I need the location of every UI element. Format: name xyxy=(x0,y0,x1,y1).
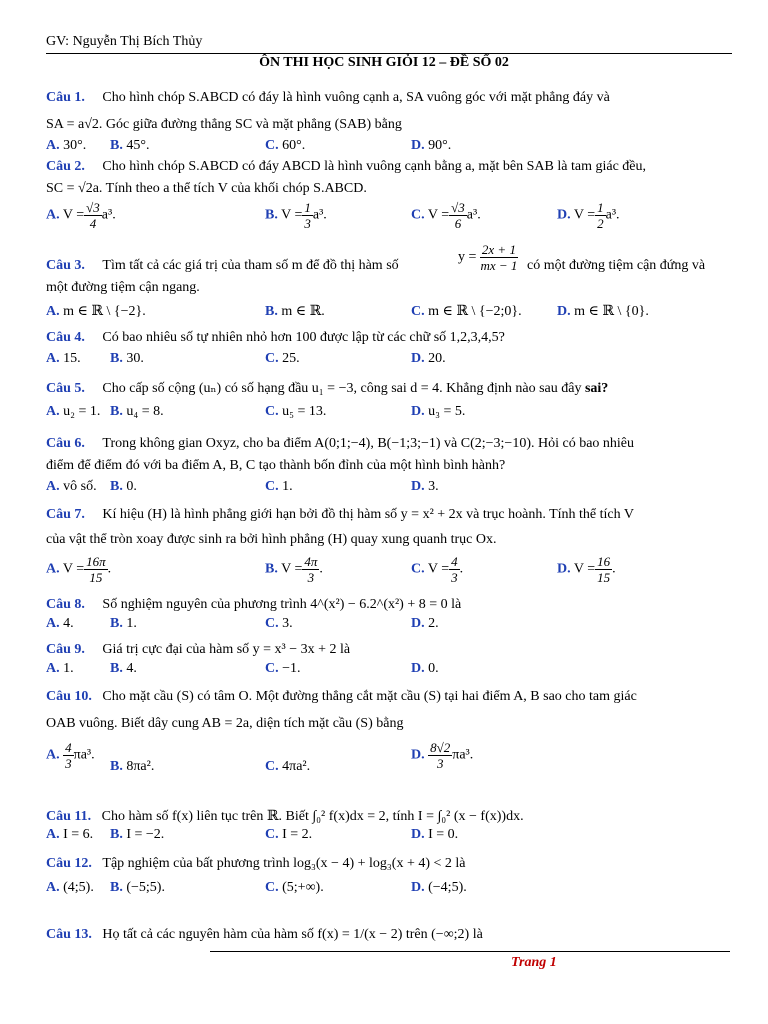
option-b: B. 8πa². xyxy=(110,759,155,774)
question-text-line: một đường tiệm cận ngang. xyxy=(46,280,200,295)
option-b: B. 0. xyxy=(110,479,137,494)
option-d: D. $\frac{8√2}{3}$ πa³. xyxy=(411,740,474,771)
question-6: Câu 6. Trong không gian Oxyz, cho ba điểm A(0;1;−4), B(−1;3;−1) và C(2;−3;−10). Hỏi có bao nhiêu xyxy=(46,436,635,451)
option-d: D. 3. xyxy=(411,479,439,494)
function-formula: y = $\frac{2x + 1}{mx - 1}$ xyxy=(458,242,518,273)
question-5: Câu 5. Cho cấp số cộng (uₙ) có số hạng đầu u₁ = −3, công sai d = 4. Khẳng định nào sau đây sai? xyxy=(46,381,609,396)
question-8: Câu 8. Số nghiệm nguyên của phương trình 4^(x²) − 6.2^(x²) + 8 = 0 là xyxy=(46,597,462,612)
option-c: C. V = $\frac{√3}{6}$ a³. xyxy=(411,200,481,231)
question-12: Câu 12. Tập nghiệm của bất phương trình log₃(x − 4) + log₃(x + 4) < 2 là xyxy=(46,856,466,871)
option-d: D. V = $\frac{16}{15}$ . xyxy=(557,554,616,585)
option-c: C. 25. xyxy=(265,351,300,366)
option-b: B. m ∈ ℝ. xyxy=(265,304,325,319)
option-a: A. V = $\frac{√3}{4}$ a³. xyxy=(46,200,116,231)
option-a: A. V = $\frac{16\pi}{15}$ . xyxy=(46,554,112,585)
option-c: C. (5;+∞). xyxy=(265,880,324,895)
question-9: Câu 9. Giá trị cực đại của hàm số y = x³ − 3x + 2 là xyxy=(46,642,351,657)
option-b: B. I = −2. xyxy=(110,827,165,842)
question-3: Câu 3. Tìm tất cả các giá trị của tham số m để đồ thị hàm số xyxy=(46,258,399,273)
question-4: Câu 4. Có bao nhiêu số tự nhiên nhỏ hơn 100 được lập từ các chữ số 1,2,3,4,5? xyxy=(46,330,505,345)
question-text-line: của vật thể tròn xoay được sinh ra bởi hình phẳng (H) quay xung quanh trục Ox. xyxy=(46,532,497,547)
question-13: Câu 13. Họ tất cả các nguyên hàm của hàm số f(x) = 1/(x − 2) trên (−∞;2) là xyxy=(46,927,483,942)
option-a: A. m ∈ ℝ \ {−2}. xyxy=(46,304,146,319)
option-b: B. 1. xyxy=(110,616,137,631)
option-d: D. 20. xyxy=(411,351,446,366)
option-a: A. 4. xyxy=(46,616,74,631)
teacher-name: GV: Nguyễn Thị Bích Thủy xyxy=(46,34,203,49)
question-2: Câu 2. Cho hình chóp S.ABCD có đáy ABCD là hình vuông cạnh bằng a, mặt bên SAB là tam giác đều, xyxy=(46,159,646,174)
option-c: C. −1. xyxy=(265,661,301,676)
question-text-line: OAB vuông. Biết dây cung AB = 2a, diện tích mặt cầu (S) bằng xyxy=(46,716,404,731)
question-10: Câu 10. Cho mặt cầu (S) có tâm O. Một đường thẳng cắt mặt cầu (S) tại hai điểm A, B sao cho tam giác xyxy=(46,689,637,704)
option-b: B. 30. xyxy=(110,351,144,366)
option-b: B. 4. xyxy=(110,661,137,676)
question-7: Câu 7. Kí hiệu (H) là hình phẳng giới hạn bởi đồ thị hàm số y = x² + 2x và trục hoành. Tính thể tích V xyxy=(46,507,634,522)
option-c: C. 4πa². xyxy=(265,759,311,774)
option-c: C. 1. xyxy=(265,479,293,494)
question-text: Cho hình chóp S.ABCD có đáy là hình vuông cạnh a, SA vuông góc với mặt phẳng đáy và xyxy=(102,90,610,105)
question-11: Câu 11. Cho hàm số f(x) liên tục trên ℝ. Biết ∫₀² f(x)dx = 2, tính I = ∫₀² (x − f(x))dx. xyxy=(46,809,524,824)
page-title: ÔN THI HỌC SINH GIỎI 12 – ĐỀ SỐ 02 xyxy=(259,55,509,70)
option-b: B. 45°. xyxy=(110,138,150,153)
option-a: A. 1. xyxy=(46,661,74,676)
question-text-line: điểm để điểm đó với ba điểm A, B, C tạo thành bốn đỉnh của một hình bình hành? xyxy=(46,458,506,473)
option-a: A. vô số. xyxy=(46,479,97,494)
option-b: B. (−5;5). xyxy=(110,880,165,895)
option-c: C. u₅ = 13. xyxy=(265,404,327,419)
header-divider xyxy=(46,53,732,54)
option-a: A. 30°. xyxy=(46,138,87,153)
option-a: A. I = 6. xyxy=(46,827,94,842)
page-number: Trang 1 xyxy=(511,955,557,970)
option-c: C. I = 2. xyxy=(265,827,313,842)
option-a: A. $\frac{4}{3}$ πa³. xyxy=(46,740,95,771)
option-c: C. m ∈ ℝ \ {−2;0}. xyxy=(411,304,522,319)
question-1 xyxy=(46,90,610,106)
option-d: D. 2. xyxy=(411,616,439,631)
option-d: D. I = 0. xyxy=(411,827,459,842)
option-c: C. 3. xyxy=(265,616,293,631)
question-text-line: SC = √2a. Tính theo a thể tích V của khối chóp S.ABCD. xyxy=(46,181,367,196)
option-b: B. V = $\frac{4\pi}{3}$ . xyxy=(265,554,323,585)
option-d: D. 90°. xyxy=(411,138,452,153)
option-d: D. m ∈ ℝ \ {0}. xyxy=(557,304,649,319)
option-d: D. V = $\frac{1}{2}$ a³. xyxy=(557,200,620,231)
option-b: B. V = $\frac{1}{3}$ a³. xyxy=(265,200,327,231)
question-text-line: SA = a√2. Góc giữa đường thẳng SC và mặt phẳng (SAB) bằng xyxy=(46,117,402,132)
option-d: D. (−4;5). xyxy=(411,880,467,895)
option-c: C. V = $\frac{4}{3}$ . xyxy=(411,554,464,585)
option-b: B. u₄ = 8. xyxy=(110,404,164,419)
option-a: A. u₂ = 1. xyxy=(46,404,101,419)
question-text-line: có một đường tiệm cận đứng và xyxy=(527,258,706,273)
option-d: D. 0. xyxy=(411,661,439,676)
footer-divider xyxy=(210,951,730,952)
option-a: A. (4;5). xyxy=(46,880,94,895)
option-a: A. 15. xyxy=(46,351,81,366)
question-label: Câu 1. xyxy=(46,90,85,105)
option-d: D. u₃ = 5. xyxy=(411,404,466,419)
option-c: C. 60°. xyxy=(265,138,306,153)
